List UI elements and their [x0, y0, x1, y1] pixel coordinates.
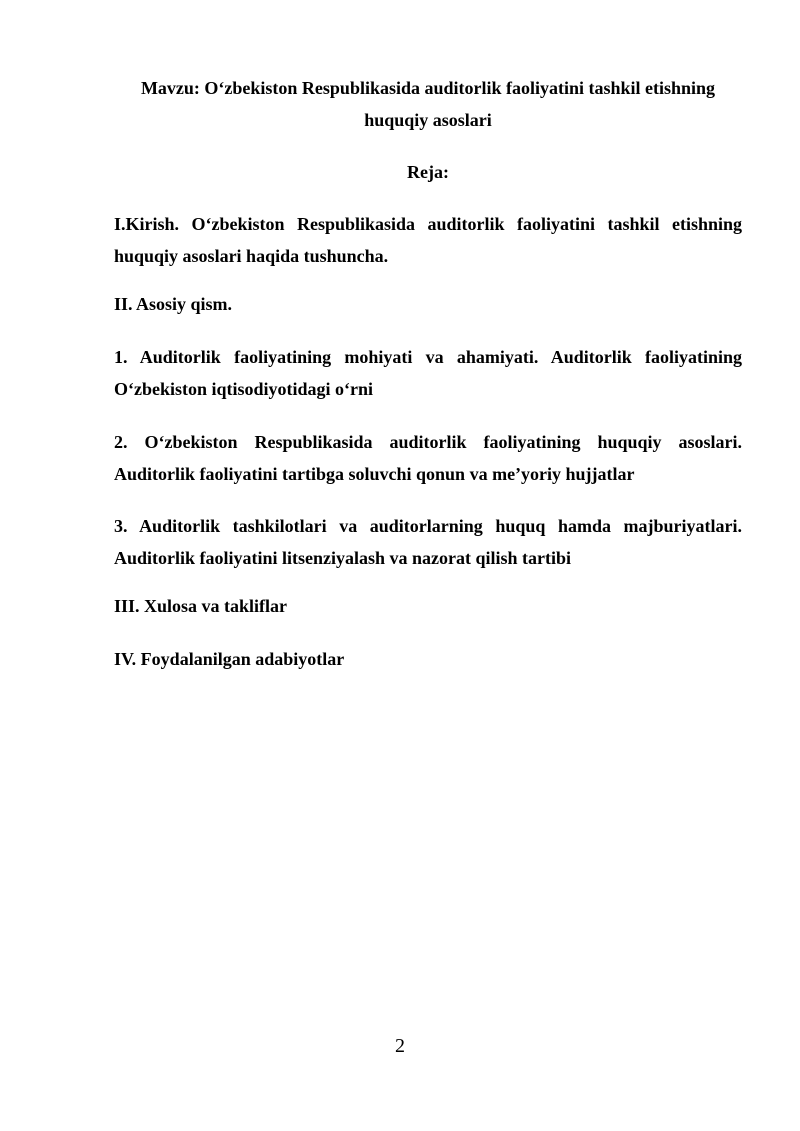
- plan-item-line: Auditorlik faoliyatini tartibga soluvchi qonun va me’yoriy hujjatlar: [114, 464, 635, 484]
- plan-item-line: I.Kirish. O‘zbekiston Respublikasida auditorlik faoliyatini tashkil etishning: [114, 214, 742, 234]
- plan-item-line: Auditorlik faoliyatini litsenziyalash va nazorat qilish tartibi: [114, 548, 572, 568]
- plan-item-main-part: [114, 288, 742, 320]
- title-line-1: Mavzu: O‘zbekiston Respublikasida auditorlik faoliyatini tashkil etishning: [140, 78, 716, 98]
- plan-item-line: 2. O‘zbekiston Respublikasida auditorlik faoliyatining huquqiy asoslari.: [114, 432, 742, 452]
- plan-item-line: huquqiy asoslari haqida tushuncha.: [114, 246, 389, 266]
- plan-item-line: III. Xulosa va takliflar: [114, 596, 288, 616]
- plan-item-line: 3. Auditorlik tashkilotlari va auditorlarning huquq hamda majburiyatlari.: [114, 516, 742, 536]
- document-title: [114, 72, 742, 136]
- plan-item-line: II. Asosiy qism.: [114, 294, 233, 314]
- plan-item-introduction: [114, 208, 742, 272]
- plan-item-line: 1. Auditorlik faoliyatining mohiyati va ahamiyati. Auditorlik faoliyatining: [114, 347, 742, 367]
- plan-item-line: IV. Foydalanilgan adabiyotlar: [114, 649, 345, 669]
- page-number: 2: [395, 1035, 405, 1057]
- plan-heading: Reja:: [407, 162, 449, 182]
- plan-item-3: [114, 510, 742, 574]
- plan-item-references: [114, 643, 742, 675]
- title-line-2: huquqiy asoslari: [364, 110, 492, 130]
- plan-item-2: [114, 426, 742, 490]
- plan-item-line: O‘zbekiston iqtisodiyotidagi o‘rni: [114, 379, 374, 399]
- plan-item-1: [114, 341, 742, 405]
- plan-item-conclusion: [114, 590, 742, 622]
